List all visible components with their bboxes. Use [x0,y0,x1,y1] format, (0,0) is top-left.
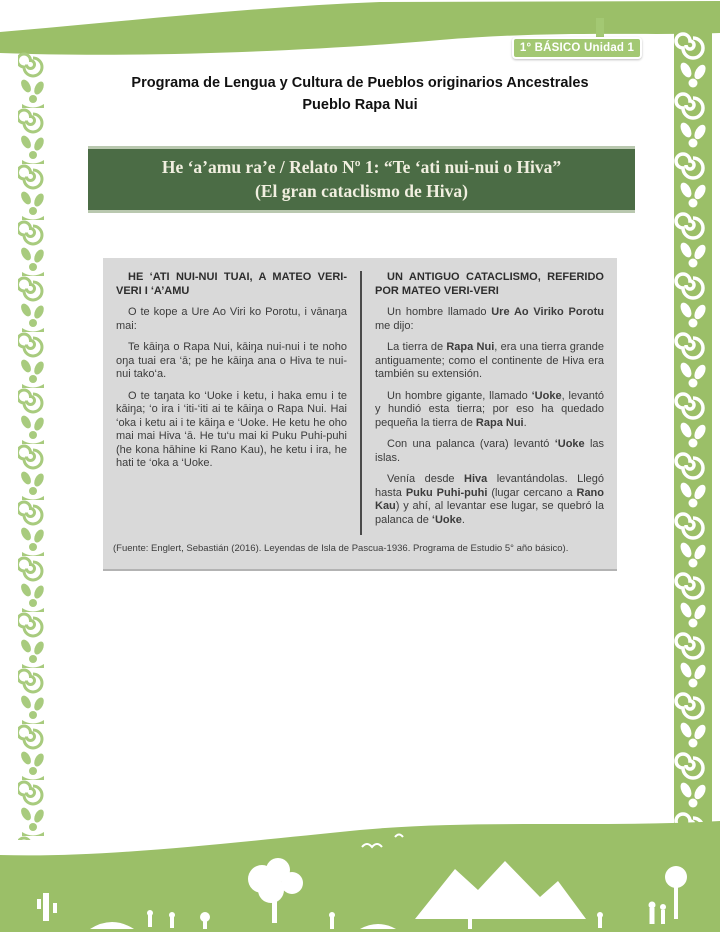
paragraph: Venía desde Hiva levantándolas. Llegó hasta Puku Puhi-puhi (lugar cercano a Rano Kau) y ahí, al levantar ese lugar, se quebró la palanca de ‘Uoke. [375,473,604,526]
top-wave-band [0,0,720,70]
story-title-line1: He ‘a’amu ra’e / Relato Nº 1: “Te ‘ati nui-nui o Hiva” [161,157,562,177]
koru-pattern-left-icon [18,52,48,840]
paragraph: O te taŋata ko ‘Uoke i ketu, i haka emu i te kāiŋa; ‘o ira i ‘iti-‘iti ai te kāiŋa o Rapa Nui. Hai ‘oka i ketu ai i te kāiŋa e ‘Uoke. He ketu he oho mai mai Hiva ‘ā. He tu‘u mai ki Puku Puhi-puhi (he kona hāhine ki Rano Kau), he ketu i ira, he hati te ‘oka a ‘Uoke. [116,389,347,469]
two-column-layout [103,258,617,535]
bottom-landscape-art [0,817,720,932]
spanish-heading: UN ANTIGUO CATACLISMO, REFERIDO POR MATEO VERI-VERI [375,271,604,297]
story-content-box [103,258,617,571]
rapanui-heading: HE ‘ATI NUI-NUI TUAI, A MATEO VERI-VERI I ‘A’AMU [116,271,347,297]
paragraph: Con una palanca (vara) levantó ‘Uoke las islas. [375,438,605,464]
rapanui-paragraphs [116,306,347,471]
rapanui-column [103,271,360,535]
paragraph: Te kāiŋa o Rapa Nui, kāiŋa nui-nui i te noho oŋa tuai era ‘ā; pe he kāiŋa ana o Hiva te nui- nui tako‘a. [116,341,347,380]
spanish-paragraphs [375,306,604,527]
paragraph: Un hombre gigante, llamado ‘Uoke, levantó y hundió esta tierra; por eso ha quedado pequeña la tierra de Rapa Nui. [375,389,604,429]
story-title-line2: (El gran cataclismo de Hiva) [255,181,468,201]
program-header [60,72,660,116]
program-title: Programa de Lengua y Cultura de Pueblos originarios Ancestrales [131,75,589,91]
story-title-banner [88,146,635,213]
paragraph: O te kope a Ure Ao Viri ko Porotu, i vānaŋa mai: [116,306,347,332]
spanish-column [360,271,617,535]
source-citation: (Fuente: Englert, Sebastián (2016). Leyendas de Isla de Pascua-1936. Programa de Estudio 5° año básico). [113,543,569,554]
paragraph: La tierra de Rapa Nui, era una tierra grande antiguamente; como el continente de Hiva era también su extensión. [375,341,604,380]
paragraph: Un hombre llamado Ure Ao Viriko Porotu me dijo: [375,306,604,332]
program-subtitle: Pueblo Rapa Nui [302,97,418,113]
koru-pattern-right-icon [674,30,712,850]
unit-badge: 1° BÁSICO Unidad 1 [512,37,642,59]
